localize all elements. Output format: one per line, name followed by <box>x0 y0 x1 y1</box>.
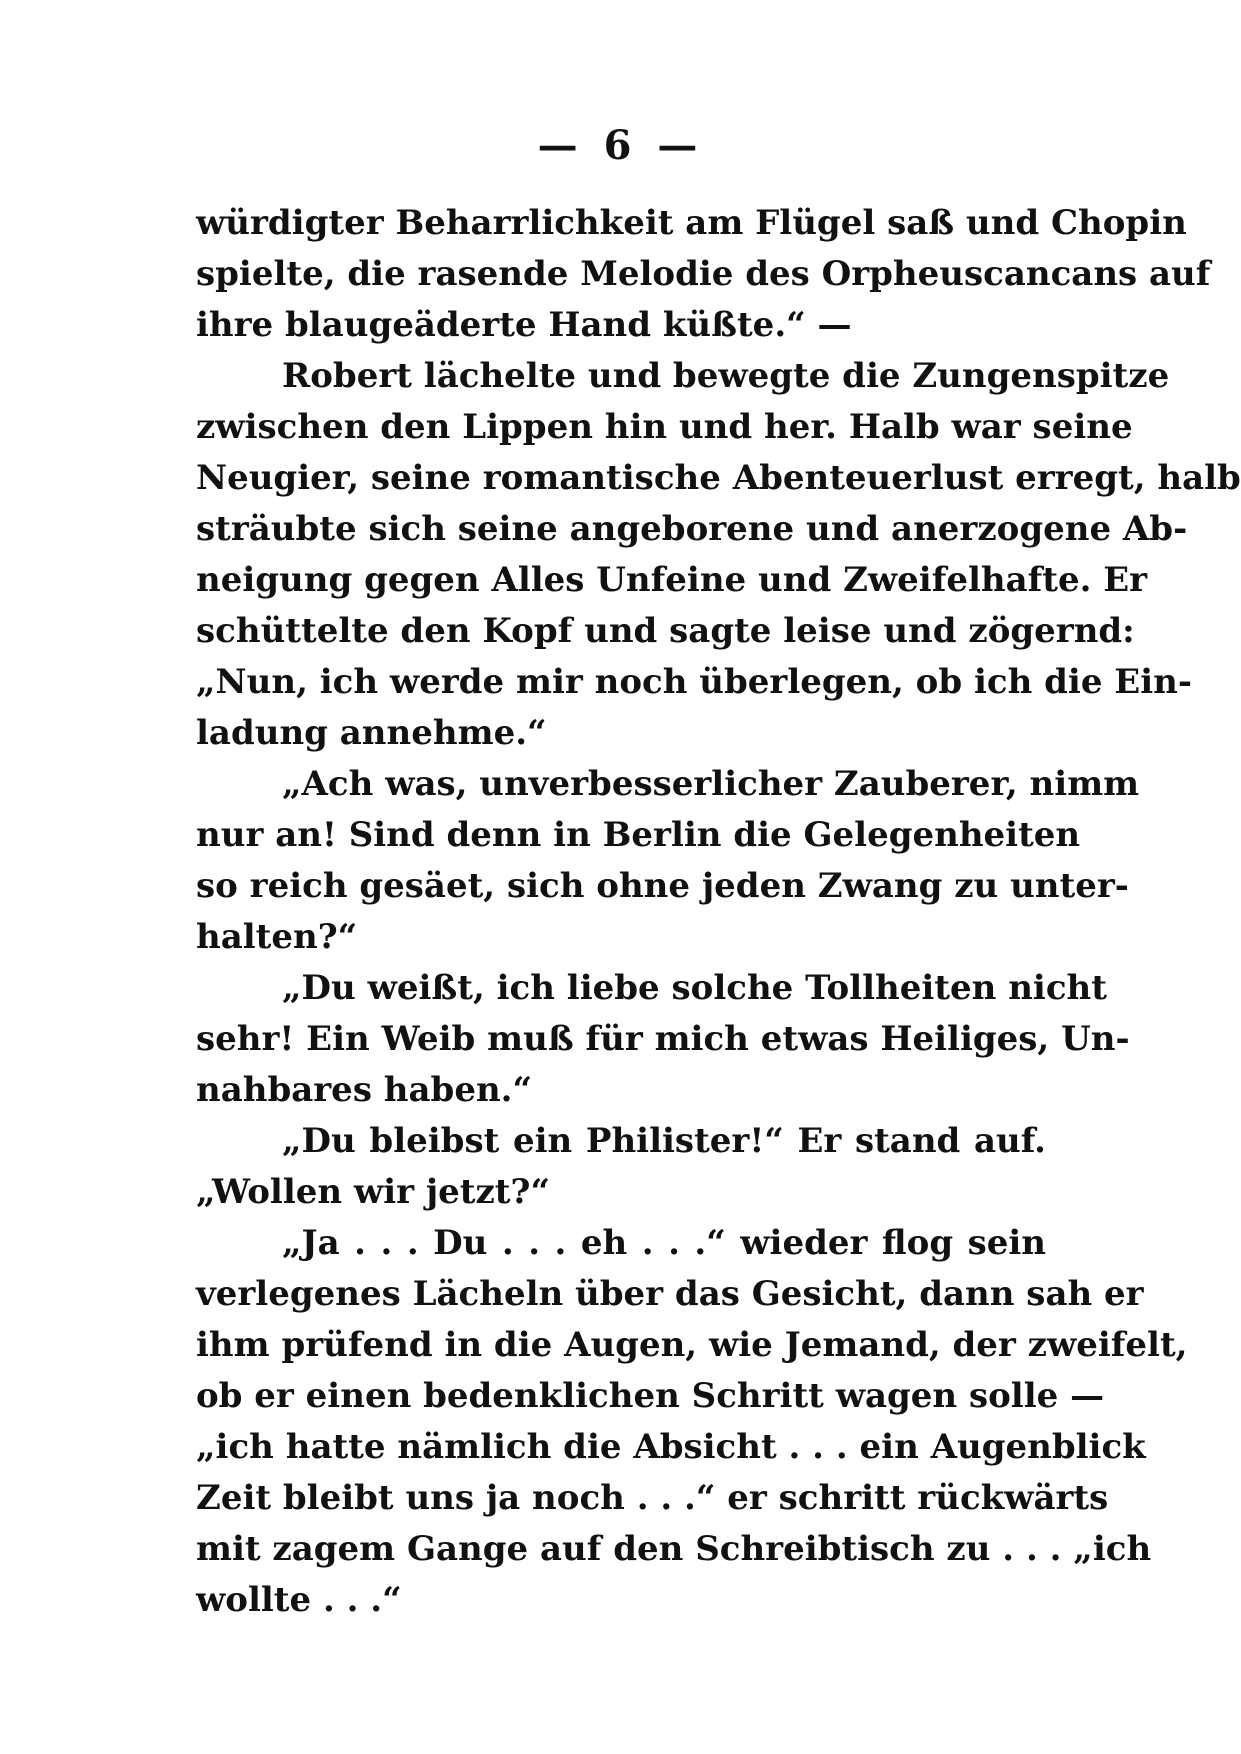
body-text <box>196 198 1241 1626</box>
text-line: spielte, die rasende Melodie des Orpheuscancans auf <box>196 254 1211 294</box>
text-line: schüttelte den Kopf und sagte leise und zögernd: <box>196 611 1135 651</box>
text-line: verlegenes Lächeln über das Gesicht, dann sah er <box>196 1274 1144 1314</box>
text-line: ihre blaugeäderte Hand küßte.“ — <box>196 305 852 345</box>
text-line: „Nun, ich werde mir noch überlegen, ob ich die Ein- <box>196 662 1192 702</box>
text-line: sträubte sich seine angeborene und anerzogene Ab- <box>196 509 1188 549</box>
text-line: „Du bleibst ein Philister!“ Er stand auf. <box>282 1121 1046 1161</box>
text-line: Robert lächelte und bewegte die Zungenspitze <box>282 356 1170 396</box>
text-line: „Du weißt, ich liebe solche Tollheiten nicht <box>282 968 1107 1008</box>
text-line: halten?“ <box>196 917 358 957</box>
text-line: nur an! Sind denn in Berlin die Gelegenheiten <box>196 815 1081 855</box>
text-line: Neugier, seine romantische Abenteuerlust erregt, halb <box>196 458 1241 498</box>
text-line: ladung annehme.“ <box>196 713 547 753</box>
text-line: zwischen den Lippen hin und her. Halb war seine <box>196 407 1133 447</box>
text-line: so reich gesäet, sich ohne jeden Zwang zu unter- <box>196 866 1129 906</box>
text-line: Zeit bleibt uns ja noch . . .“ er schritt rückwärts <box>196 1478 1109 1518</box>
text-line: „Wollen wir jetzt?“ <box>196 1172 550 1212</box>
text-line: „ich hatte nämlich die Absicht . . . ein Augenblick <box>196 1427 1146 1467</box>
page-number: — 6 — <box>537 122 704 169</box>
text-line: „Ach was, unverbesserlicher Zauberer, nimm <box>282 764 1140 804</box>
text-line: „Ja . . . Du . . . eh . . .“ wieder flog sein <box>282 1223 1046 1263</box>
text-line: sehr! Ein Weib muß für mich etwas Heiliges, Un- <box>196 1019 1130 1059</box>
text-line: neigung gegen Alles Unfeine und Zweifelhafte. Er <box>196 560 1148 600</box>
text-line: würdigter Beharrlichkeit am Flügel saß und Chopin <box>196 203 1187 243</box>
text-line: ob er einen bedenklichen Schritt wagen solle — <box>196 1376 1105 1416</box>
text-line: ihm prüfend in die Augen, wie Jemand, der zweifelt, <box>196 1325 1188 1365</box>
text-line: wollte . . .“ <box>196 1580 402 1620</box>
text-line: mit zagem Gange auf den Schreibtisch zu . . . „ich <box>196 1529 1152 1569</box>
text-line: nahbares haben.“ <box>196 1070 533 1110</box>
